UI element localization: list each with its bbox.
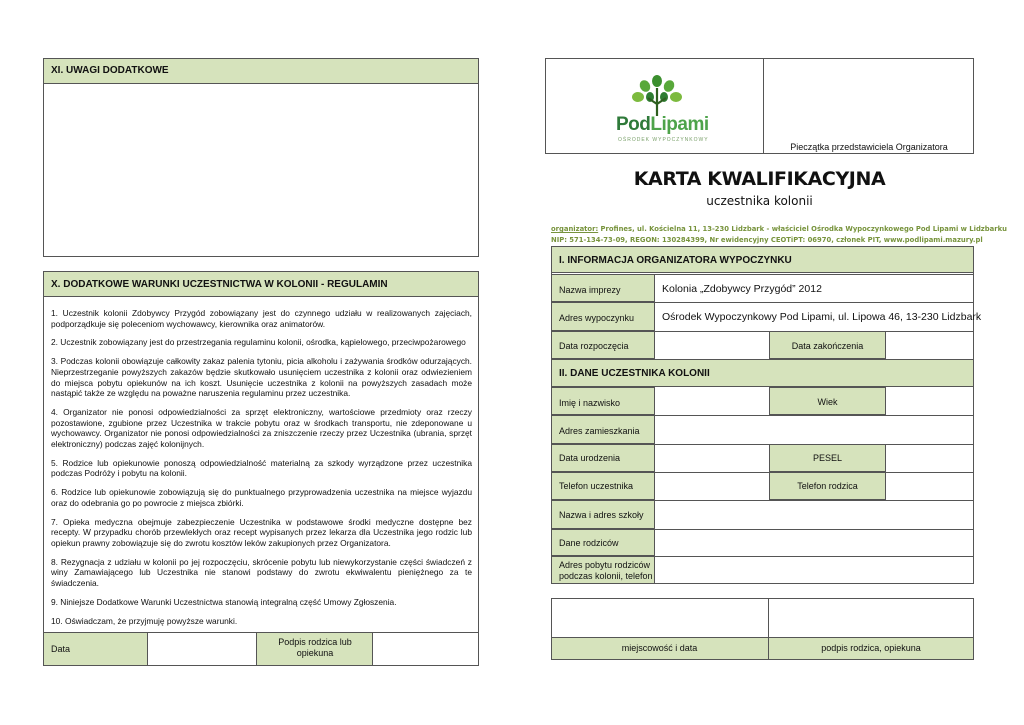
terms-signature-label: Podpis rodzica lub opiekuna: [278, 637, 352, 658]
event-value[interactable]: Kolonia „Zdobywcy Przygód” 2012: [662, 283, 822, 295]
home-field[interactable]: [656, 416, 973, 443]
address-label: Adres wypoczynku: [559, 313, 635, 323]
age-label: Wiek: [817, 397, 838, 407]
term-9: 9. Niniejsze Dodatkowe Warunki Uczestnictwa stanowią integralną część Umowy Zgłoszenia.: [51, 596, 397, 607]
organizer-details: Profines, ul. Kościelna 11, 13-230 Lidzbark - właściciel Ośrodka Wypoczynkowego Pod Lipami w Lidzbarku: [598, 225, 1007, 233]
term-4: 4. Organizator nie ponosi odpowiedzialności za sprzęt elektroniczny, wartościowe przedmioty oraz rzeczy pozostawione, zgubione przez Uczestnika w trakcie pobytu oraz w środkach transportu, nie zdeponowane u wychowawcy. Organizator nie ponosi odpowiedzialności za zniszczenie rzeczy przez Uczestnika (ubrania, sprzęt elektroniczny) podczas zajęć kolonijnych.: [51, 407, 472, 449]
remarks-title: XI. UWAGI DODATKOWE: [51, 65, 169, 76]
parents-field[interactable]: [656, 530, 973, 555]
name-field[interactable]: [656, 388, 769, 414]
phone-label: Telefon uczestnika: [559, 481, 634, 491]
terms-list: [51, 308, 472, 635]
parent-phone-label: Telefon rodzica: [797, 481, 858, 491]
age-field[interactable]: [887, 388, 973, 414]
name-label: Imię i nazwisko: [559, 398, 621, 408]
parent-signature-label: podpis rodzica, opiekuna: [821, 643, 921, 653]
logo-name-part2: Lipami: [650, 114, 709, 135]
term-2: 2. Uczestnik zobowiązany jest do przestrzegania regulaminu kolonii, ośrodka, kąpielowego, przeciwpożarowego: [51, 337, 466, 348]
section2-title: II. DANE UCZESTNIKA KOLONII: [559, 368, 710, 379]
stamp-field[interactable]: [764, 59, 973, 139]
organizer-line-1: [551, 225, 1007, 233]
term-1: 1. Uczestnik kolonii Zdobywcy Przygód zobowiązany jest do czynnego udziału w realizowanych zajęciach, podporządkuje się poleceniom wychowawcy, kierownika oraz animatorów.: [51, 308, 472, 329]
term-10: 10. Oświadczam, że przyjmuję powyższe warunki.: [51, 615, 238, 626]
logo-name: [616, 114, 709, 136]
pesel-label: PESEL: [812, 453, 843, 463]
phone-field[interactable]: [656, 473, 769, 499]
birth-field[interactable]: [656, 445, 769, 471]
end-date-label: Data zakończenia: [791, 341, 864, 351]
terms-date-label: Data: [51, 644, 71, 654]
event-label: Nazwa imprezy: [559, 285, 621, 295]
school-label: Nazwa i adres szkoły: [559, 510, 644, 520]
term-8: 8. Rezygnacja z udziału w kolonii po jej rozpoczęciu, skrócenie pobytu lub niewykorzystanie części świadczeń z winy Zamawiającego lub Uczestnika nie stanowi podstawy do zwrotu ekwiwalentu pieniężnego za te świadczenia.: [51, 556, 472, 588]
terms-date-field[interactable]: [149, 633, 256, 665]
term-6: 6. Rodzice lub opiekunowie zobowiązują się do punktualnego przyprowadzenia uczestnika na miejsce wyjazdu oraz do odebrania go po powrocie z miejsca zbiórki.: [51, 487, 472, 508]
birth-label: Data urodzenia: [559, 453, 621, 463]
section1-title: I. INFORMACJA ORGANIZATORA WYPOCZYNKU: [559, 255, 792, 266]
term-3: 3. Podczas kolonii obowiązuje całkowity zakaz palenia tytoniu, picia alkoholu i zażywania środków odurzających. Nieprzestrzeganie powyższych zakazów będzie skutkowało usunięciem uczestnika z kolonii oraz odwiezieniem do miejsca pobytu opiekunów na ich koszt. Usunięcie uczestnika z kolonii na powyższych zasadach może nastąpić także ze względu na poważne naruszenia regulaminu przez uczestnika.: [51, 356, 472, 399]
parent-signature-field[interactable]: [769, 599, 973, 636]
organizer-prefix: organizator:: [551, 225, 599, 233]
logo-tagline: OŚRODEK WYPOCZYNKOWY: [618, 137, 709, 143]
school-field[interactable]: [656, 501, 973, 528]
form-subtitle: uczestnika kolonii: [706, 194, 813, 208]
stay-label: Adres pobytu rodziców podczas kolonii, telefon: [559, 560, 653, 581]
terms-signature-field[interactable]: [374, 633, 478, 665]
end-date-field[interactable]: [887, 332, 973, 358]
place-date-label: miejscowość i data: [621, 643, 698, 653]
address-value[interactable]: Ośrodek Wypoczynkowy Pod Lipami, ul. Lipowa 46, 13-230 Lidzbark: [662, 311, 982, 323]
pesel-field[interactable]: [887, 445, 973, 471]
tree-icon: [610, 74, 705, 116]
organizer-line-2: NIP: 571-134-73-09, REGON: 130284399, Nr ewidencyjny CEOTiPT: 06970, członek PIT, www.podlipami.mazury.pl: [551, 236, 983, 244]
parent-phone-field[interactable]: [887, 473, 973, 499]
parents-label: Dane rodziców: [559, 538, 619, 548]
term-5: 5. Rodzice lub opiekunowie ponoszą odpowiedzialność materialną za szkody wyrządzone przez uczestnika podczas Podróży i pobytu na kolonii.: [51, 457, 472, 479]
place-date-field[interactable]: [552, 599, 767, 636]
stay-field[interactable]: [656, 557, 973, 583]
term-7: 7. Opieka medyczna obejmuje zabezpieczenie Uczestnika w podstawowe środki medyczne dostępne bez recepty. W przypadku chorób przewlekłych oraz recept wypisanych przez lekarza dla Uczestnika jego rodzic lub opiekun prawny zobowiązuje się do zwrotu kosztów leków zakupionych przez Organizatora.: [51, 516, 472, 548]
start-date-field[interactable]: [656, 332, 769, 358]
logo: [610, 74, 709, 148]
terms-title: X. DODATKOWE WARUNKI UCZESTNICTWA W KOLONII - REGULAMIN: [51, 279, 388, 290]
logo-name-part1: Pod: [616, 114, 651, 135]
remarks-field[interactable]: [44, 85, 478, 256]
form-title: KARTA KWALIFIKACYJNA: [633, 168, 886, 190]
stamp-label: Pieczątka przedstawiciela Organizatora: [790, 142, 948, 152]
home-label: Adres zamieszkania: [559, 426, 640, 436]
start-date-label: Data rozpoczęcia: [559, 341, 629, 351]
